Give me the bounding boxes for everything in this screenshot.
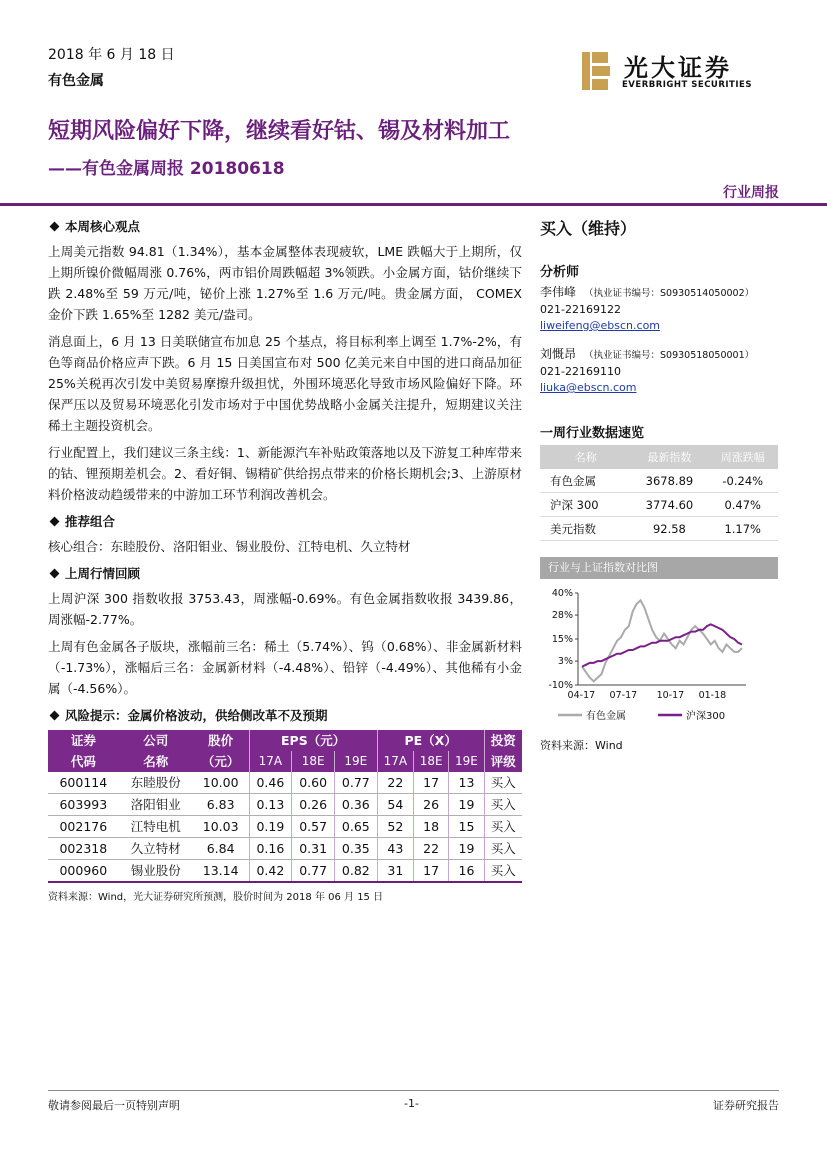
main-column xyxy=(48,216,522,908)
chart-source-note: 资料来源：Wind xyxy=(540,739,623,752)
x-tick-label: 01-18 xyxy=(698,690,727,701)
y-tick-label: 15% xyxy=(551,634,573,645)
sector-label: 有色金属 xyxy=(48,73,104,89)
analyst-card xyxy=(540,284,778,334)
market-review-paragraph: 上周有色金属各子版块，涨幅前三名：稀土（5.74%）、钨（0.68%）、非金属新材料（-1.73%），涨幅后三名：金属新材料（-4.48%）、铅锌（-4.49%）、其他稀有小金属（-4.56%）。 xyxy=(48,639,522,696)
analyst-name: 刘慨昂 xyxy=(540,347,577,361)
page-number: -1- xyxy=(404,1097,419,1110)
diamond-bullet-icon xyxy=(50,222,60,232)
table-source-note: 资料来源：Wind，光大证券研究所预测，股价时间为 2018 年 06 月 15 日 xyxy=(48,892,384,903)
col-header-name: 公司 名称 xyxy=(119,730,193,772)
legend-label: 沪深300 xyxy=(686,711,726,722)
year-header: 19E xyxy=(449,751,484,772)
year-header: 17A xyxy=(249,751,292,772)
analyst-email-link[interactable]: liweifeng@ebscn.com xyxy=(540,319,661,332)
table-row: 沪深 300 3774.60 0.47% xyxy=(540,493,778,517)
sidebar xyxy=(540,216,778,753)
analyst-heading: 分析师 xyxy=(540,265,580,280)
x-tick-label: 07-17 xyxy=(609,690,638,701)
x-tick-label: 10-17 xyxy=(656,690,685,701)
col-header: 最新指数 xyxy=(631,445,707,469)
legend-label: 有色金属 xyxy=(586,711,626,722)
y-tick-label: 3% xyxy=(557,656,573,668)
week-data-table xyxy=(540,445,778,541)
comparison-chart xyxy=(540,585,778,735)
core-view-paragraph: 消息面上，6 月 13 日美联储宣布加息 25 个基点，将目标利率上调至 1.7%-2%，有色等商品价格应声下跌。6 月 15 日美国宣布对 500 亿美元来自中国的进口商品加征 25%关税再次引发中美贸易摩擦升级担忧，外围环境恶化导致市场风险偏好下降。环保严压以及贸易环境恶化引发市场对于中国优势战略小金属关注提升，短期建议关注稀土主题投资机会。 xyxy=(48,334,522,433)
portfolio-text: 核心组合：东睦股份、洛阳钼业、锡业股份、江特电机、久立特材 xyxy=(48,539,411,554)
core-view-paragraph: 行业配置上，我们建议三条主线：1、新能源汽车补贴政策落地以及下游复工种库带来的钴、锂预期差机会。2、看好铜、锡精矿供给拐点带来的价格长期机会;3、上游原材料价格波动趋缓带来的中游加工环节利润改善机会。 xyxy=(48,445,522,502)
page-title: 短期风险偏好下降，继续看好钴、锡及材料加工 xyxy=(48,119,511,144)
footer-divider xyxy=(48,1090,779,1091)
table-row: 603993 洛阳钼业 6.83 0.13 0.26 0.36 54 26 19 买入 xyxy=(48,794,522,816)
diamond-bullet-icon xyxy=(50,569,60,579)
x-tick-label: 04-17 xyxy=(567,690,596,701)
year-header: 18E xyxy=(292,751,335,772)
year-header: 17A xyxy=(377,751,413,772)
year-header: 19E xyxy=(334,751,377,772)
header-divider xyxy=(0,203,827,206)
market-review-paragraph: 上周沪深 300 指数收报 3753.43，周涨幅-0.69%。有色金属指数收报 3439.86，周涨幅-2.77%。 xyxy=(48,591,522,627)
market-review-heading: 上周行情回顾 xyxy=(48,563,522,584)
logo-english-text: EVERBRIGHT SECURITIES xyxy=(622,80,752,90)
table-row: 600114 东睦股份 10.00 0.46 0.60 0.77 22 17 13 买入 xyxy=(48,772,522,794)
y-tick-label: 28% xyxy=(551,610,573,622)
stock-table xyxy=(48,730,522,883)
table-row: 002318 久立特材 6.84 0.16 0.31 0.35 43 22 19 买入 xyxy=(48,838,522,860)
page-subtitle: ——有色金属周报 20180618 xyxy=(48,159,285,179)
analyst-license: （执业证书编号：S0930514050002） xyxy=(584,288,755,299)
analyst-email-link[interactable]: liuka@ebscn.com xyxy=(540,381,637,394)
col-header-pe: PE（X） xyxy=(377,730,484,751)
col-header-rating: 投资 评级 xyxy=(484,730,522,772)
y-tick-label: 40% xyxy=(551,588,573,599)
core-view-paragraph: 上周美元指数 94.81（1.34%），基本金属整体表现疲软，LME 跌幅大于上期所，仅上期所镍价微幅周涨 0.76%，两市铝价周跌幅超 3%领跌。小金属方面，钴价继续下跌 2.48%至 59 万元/吨，铋价上涨 1.27%至 1.6 万元/吨。贵金属方面， COMEX 金价下跌 1.65%至 1282 美元/盎司。 xyxy=(48,244,522,322)
analyst-phone: 021-22169122 xyxy=(540,303,621,316)
investment-rating: 买入（维持） xyxy=(540,219,637,238)
analyst-license: （执业证书编号：S0930518050001） xyxy=(584,350,755,361)
col-header: 名称 xyxy=(540,445,631,469)
y-tick-label: -10% xyxy=(548,680,573,691)
risk-heading: 风险提示：金属价格波动，供给侧改革不及预期 xyxy=(48,705,522,726)
footer-doc-type: 证券研究报告 xyxy=(713,1099,779,1112)
footer-disclaimer: 敬请参阅最后一页特别声明 xyxy=(48,1099,180,1112)
col-header-price: 股价 （元） xyxy=(193,730,249,772)
col-header-eps: EPS（元） xyxy=(249,730,377,751)
col-header-code: 证券 代码 xyxy=(48,730,119,772)
analyst-card xyxy=(540,346,778,396)
table-row: 002176 江特电机 10.03 0.19 0.57 0.65 52 18 15 买入 xyxy=(48,816,522,838)
analyst-phone: 021-22169110 xyxy=(540,365,621,378)
report-type-label: 行业周报 xyxy=(723,185,779,201)
table-row: 有色金属 3678.89 -0.24% xyxy=(540,469,778,493)
year-header: 18E xyxy=(413,751,448,772)
chart-heading: 行业与上证指数对比图 xyxy=(540,557,778,579)
company-logo xyxy=(580,48,780,94)
diamond-bullet-icon xyxy=(50,711,60,721)
week-data-heading: 一周行业数据速览 xyxy=(540,426,645,441)
diamond-bullet-icon xyxy=(50,517,60,527)
core-view-heading: 本周核心观点 xyxy=(48,216,522,237)
analyst-name: 李伟峰 xyxy=(540,285,577,299)
table-row: 美元指数 92.58 1.17% xyxy=(540,517,778,541)
portfolio-heading: 推荐组合 xyxy=(48,511,522,532)
col-header: 周涨跌幅 xyxy=(707,445,778,469)
report-date: 2018 年 6 月 18 日 xyxy=(48,47,175,63)
logo-chinese-text: 光大证券 xyxy=(624,54,732,82)
table-row: 000960 锡业股份 13.14 0.42 0.77 0.82 31 17 16 买入 xyxy=(48,860,522,883)
